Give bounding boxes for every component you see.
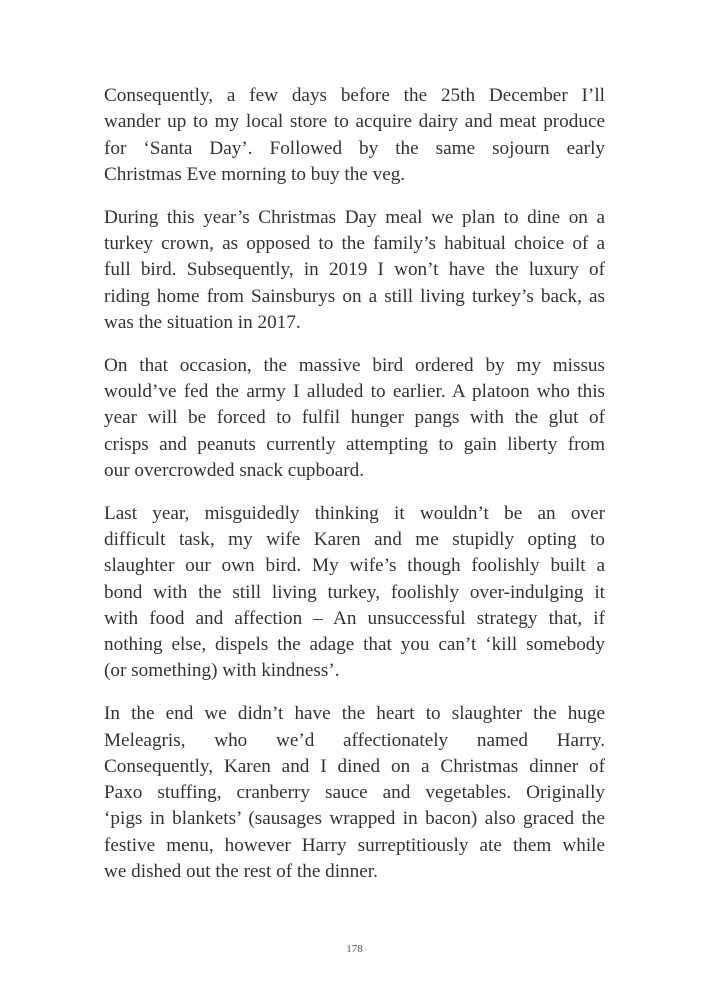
text-line: Meleagris, who we’d affectionately named Harry. <box>104 729 605 751</box>
text-line: with food and affection – An unsuccessful strategy that, if <box>104 607 605 629</box>
text-line: (or something) with kindness’. <box>104 660 340 682</box>
paragraph <box>104 501 605 685</box>
text-line: year will be forced to fulfil hunger pangs with the glut of <box>104 407 605 429</box>
text-line: During this year’s Christmas Day meal we plan to dine on a <box>104 206 605 228</box>
text-line: bond with the still living turkey, foolishly over-indulging it <box>104 581 605 603</box>
text-line: On that occasion, the massive bird ordered by my missus <box>104 354 605 376</box>
text-line: was the situation in 2017. <box>104 311 301 333</box>
text-line: ‘pigs in blankets’ (sausages wrapped in bacon) also graced the <box>104 808 605 830</box>
text-line: Consequently, a few days before the 25th December I’ll <box>104 85 605 106</box>
text-line: full bird. Subsequently, in 2019 I won’t have the luxury of <box>104 259 605 281</box>
text-line: we dished out the rest of the dinner. <box>104 861 378 883</box>
page-number: 178 <box>346 943 363 955</box>
text-line: difficult task, my wife Karen and me stupidly opting to <box>104 528 605 550</box>
text-line: Paxo stuffing, cranberry sauce and vegetables. Originally <box>104 782 605 804</box>
text-line: nothing else, dispels the adage that you can’t ‘kill somebody <box>104 634 605 656</box>
text-line: crisps and peanuts currently attempting to gain liberty from <box>104 433 605 455</box>
text-line: our overcrowded snack cupboard. <box>104 459 364 481</box>
text-line: In the end we didn’t have the heart to slaughter the huge <box>104 703 605 725</box>
text-line: for ‘Santa Day’. Followed by the same sojourn early <box>104 137 605 159</box>
text-line: Consequently, Karen and I dined on a Christmas dinner of <box>104 755 605 777</box>
paragraph <box>104 353 605 484</box>
paragraph <box>104 83 605 188</box>
paragraph <box>104 205 605 336</box>
text-line: slaughter our own bird. My wife’s though foolishly built a <box>104 555 605 577</box>
paragraph <box>104 701 605 885</box>
text-line: turkey crown, as opposed to the family’s habitual choice of a <box>104 232 605 254</box>
text-line: Christmas Eve morning to buy the veg. <box>104 163 406 185</box>
text-line: festive menu, however Harry surreptitiously ate them while <box>104 834 605 856</box>
text-line: riding home from Sainsburys on a still living turkey’s back, as <box>104 285 605 307</box>
text-line: Last year, misguidedly thinking it wouldn’t be an over <box>104 502 605 524</box>
text-line: wander up to my local store to acquire dairy and meat produce <box>104 111 605 133</box>
text-line: would’ve fed the army I alluded to earlier. A platoon who this <box>104 380 605 402</box>
page-body <box>104 83 605 902</box>
